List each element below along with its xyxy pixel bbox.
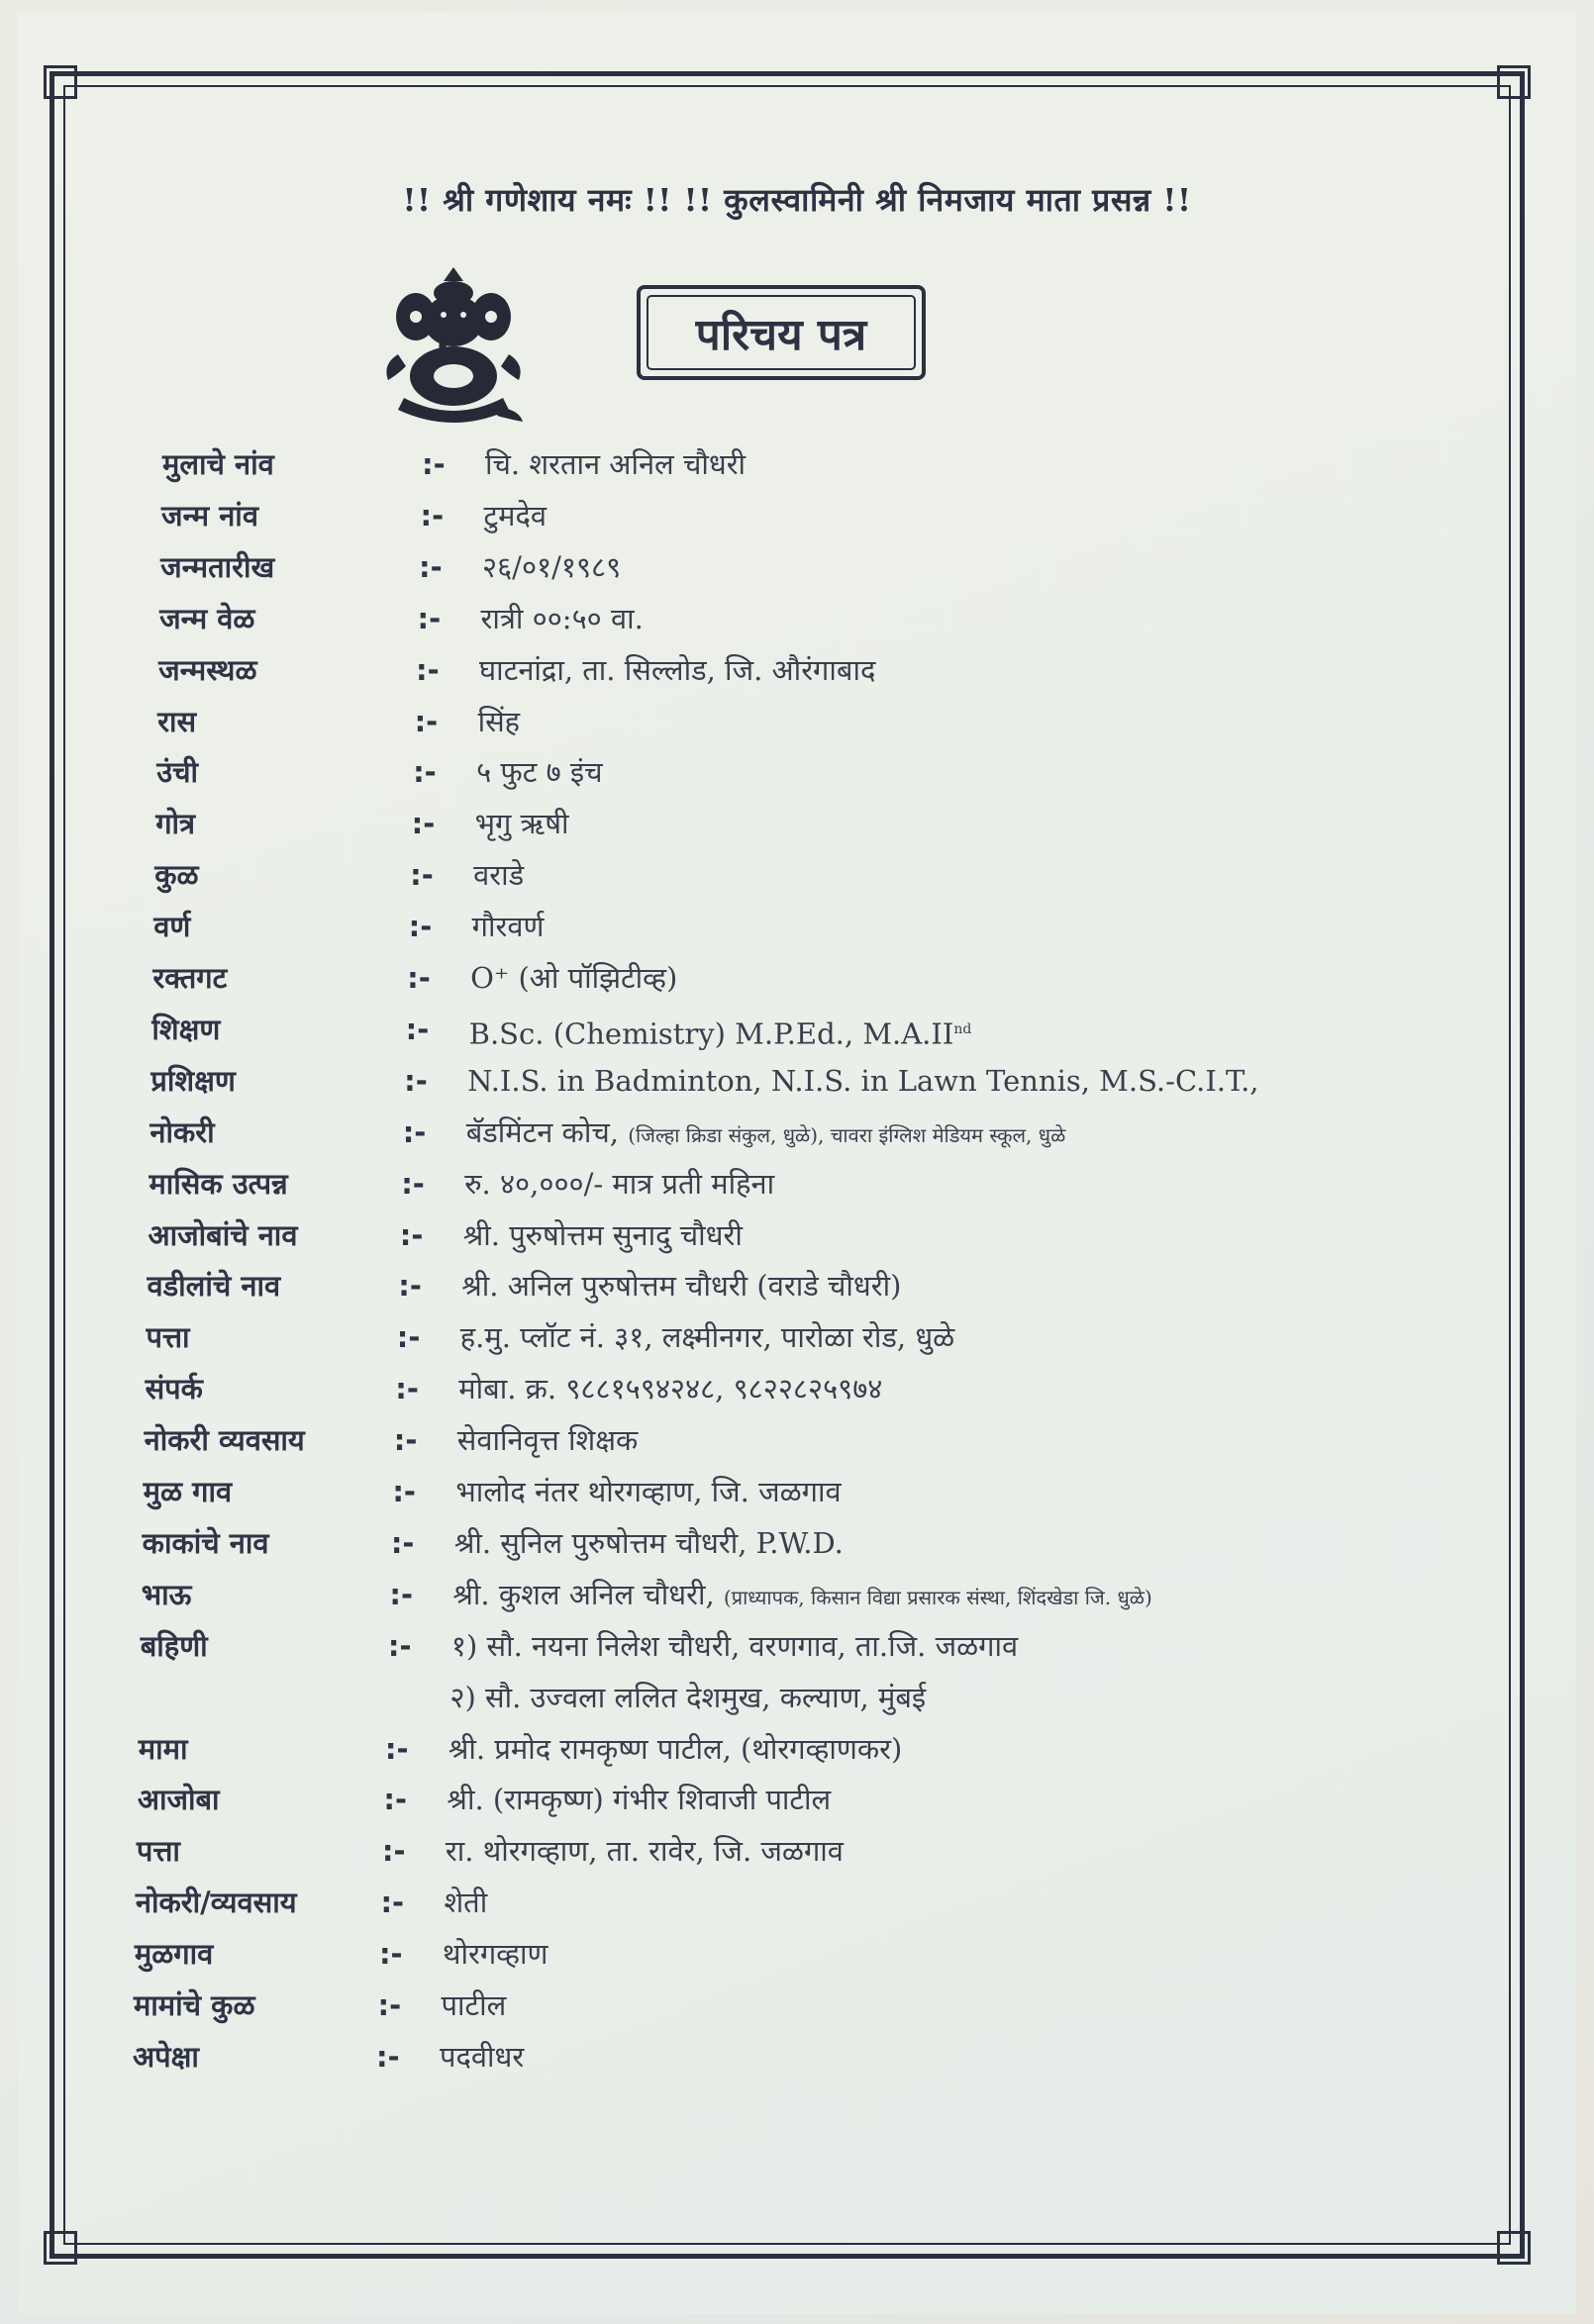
detail-label: मुळगाव	[134, 1937, 214, 1972]
detail-value-wrap	[472, 902, 545, 951]
detail-value-wrap	[475, 799, 569, 848]
detail-separator: :-	[422, 447, 446, 481]
detail-value-wrap	[470, 953, 677, 1003]
detail-separator: :-	[376, 2039, 400, 2074]
detail-value: रात्री ००:५० वा.	[480, 601, 644, 635]
detail-separator: :-	[378, 1937, 403, 1972]
ganesh-icon	[374, 259, 533, 428]
detail-row	[149, 1108, 1476, 1157]
detail-value-wrap	[444, 1878, 487, 1927]
detail-value: वराडे	[473, 858, 525, 893]
detail-row	[153, 902, 1480, 951]
detail-value-wrap	[463, 1210, 743, 1260]
detail-row	[146, 1364, 1472, 1413]
detail-value-wrap	[449, 1673, 926, 1722]
detail-label: वर्ण	[153, 910, 191, 944]
detail-value: B.Sc. (Chemistry) M.P.Ed., M.A.II	[468, 1017, 954, 1051]
detail-row	[149, 1159, 1475, 1209]
detail-value-wrap	[448, 1724, 902, 1774]
detail-separator: :-	[395, 1372, 419, 1406]
detail-row	[136, 1878, 1462, 1927]
detail-value-superscript: nd	[953, 1020, 972, 1037]
detail-value: ह.मु. प्लॉट नं. ३१, लक्ष्मीनगर, पारोळा रोड, धुळे	[459, 1320, 955, 1355]
detail-value: पदवीधर	[440, 2039, 525, 2074]
detail-value: घाटनांद्रा, ता. सिल्लोड, जि. औरंगाबाद	[479, 652, 876, 687]
detail-value-wrap	[455, 1467, 841, 1516]
detail-row	[157, 697, 1484, 746]
detail-value: १) सौ. नयना निलेश चौधरी, वरणगाव, ता.जि. जळगाव	[450, 1628, 1019, 1663]
detail-value-wrap	[460, 1312, 954, 1362]
detail-row	[156, 747, 1483, 797]
detail-label: बहिणी	[140, 1628, 208, 1663]
detail-label: मुलाचे नांव	[162, 447, 274, 481]
detail-separator: :-	[387, 1628, 412, 1663]
detail-value: सेवानिवृत्त शिक्षक	[456, 1423, 639, 1458]
detail-row	[140, 1673, 1466, 1722]
detail-value-wrap	[484, 491, 547, 540]
detail-row	[160, 542, 1487, 592]
detail-label: रक्तगट	[152, 961, 228, 995]
detail-value: श्री. पुरुषोत्तम सुनादु चौधरी	[462, 1217, 743, 1252]
detail-value-wrap	[485, 439, 746, 489]
detail-value: चि. शरतान अनिल चौधरी	[485, 447, 747, 481]
detail-value-wrap	[481, 594, 644, 643]
detail-value: रा. थोरगव्हाण, ता. रावेर, जि. जळगाव	[445, 1834, 844, 1869]
detail-value: टुमदेव	[483, 498, 547, 533]
detail-separator: :-	[416, 652, 440, 687]
detail-value: सिंह	[477, 704, 521, 738]
detail-value-wrap	[451, 1621, 1018, 1671]
detail-value-wrap	[467, 1056, 1258, 1106]
detail-row	[145, 1415, 1471, 1465]
detail-row	[152, 953, 1479, 1003]
detail-row	[134, 1981, 1460, 2030]
detail-row	[144, 1467, 1470, 1516]
detail-value-wrap	[440, 2032, 524, 2082]
detail-separator: :-	[413, 755, 437, 790]
detail-separator: :-	[392, 1475, 416, 1508]
detail-separator: :-	[408, 910, 433, 944]
detail-separator: :-	[380, 1886, 405, 1920]
detail-separator: :-	[402, 1114, 427, 1149]
detail-value: थोरगव्हाण	[442, 1937, 548, 1972]
detail-row	[141, 1621, 1467, 1671]
detail-label: जन्मतारीख	[160, 549, 275, 584]
detail-separator: :-	[398, 1269, 422, 1304]
detail-value: N.I.S. in Badminton, N.I.S. in Lawn Tennis, M.S.-C.I.T.,	[467, 1063, 1259, 1098]
detail-label: जन्मस्थळ	[158, 652, 257, 687]
detail-value: गौरवर्ण	[471, 910, 545, 944]
detail-value-wrap	[443, 1929, 548, 1979]
detail-label: उंची	[156, 755, 199, 790]
detail-row	[155, 799, 1482, 848]
detail-label: मुळ गाव	[143, 1475, 233, 1508]
detail-row	[139, 1724, 1465, 1774]
detail-separator: :-	[399, 1217, 424, 1252]
detail-row	[142, 1570, 1468, 1619]
detail-separator: :-	[396, 1320, 421, 1355]
detail-separator: :-	[383, 1783, 408, 1817]
detail-label: मासिक उत्पन्न	[149, 1166, 288, 1201]
detail-label: प्रशिक्षण	[150, 1063, 236, 1098]
detail-value-wrap	[454, 1518, 844, 1568]
detail-row	[138, 1775, 1464, 1824]
detail-label: जन्म नांव	[161, 498, 258, 533]
detail-row	[135, 1929, 1461, 1979]
detail-value: मोबा. क्र. ९८८१५९४२४८, ९८२२८२५९७४	[458, 1372, 883, 1406]
detail-separator: :-	[420, 498, 445, 533]
detail-value-wrap	[452, 1570, 1151, 1622]
detail-label: आजोबा	[137, 1783, 220, 1817]
detail-value: पाटील	[441, 1988, 507, 2022]
detail-separator: :-	[410, 858, 434, 893]
title-box	[637, 285, 926, 380]
detail-value-wrap	[461, 1261, 901, 1310]
detail-separator: :-	[390, 1525, 415, 1560]
detail-separator: :-	[404, 1063, 428, 1098]
detail-value: भालोद नंतर थोरगव्हाण, जि. जळगाव	[455, 1475, 842, 1508]
detail-value-note: (प्राध्यापक, किसान विद्या प्रसारक संस्था, शिंदखेडा जि. धुळे)	[723, 1585, 1152, 1609]
detail-row	[158, 645, 1485, 695]
detail-value: भृगु ऋषी	[474, 807, 569, 841]
detail-separator: :-	[381, 1834, 406, 1869]
detail-value-wrap	[476, 747, 602, 797]
detail-row	[137, 1826, 1463, 1876]
detail-value-wrap	[469, 1005, 972, 1059]
detail-separator: :-	[407, 961, 431, 995]
corner-ornament-top-right	[1497, 65, 1531, 99]
detail-value: श्री. (रामकृष्ण) गंभीर शिवाजी पाटील	[447, 1783, 832, 1817]
detail-value: ५ फुट ७ इंच	[476, 755, 603, 790]
detail-row	[154, 850, 1481, 900]
detail-value-wrap	[457, 1415, 639, 1465]
detail-separator: :-	[411, 807, 436, 841]
detail-value: श्री. प्रमोद रामकृष्ण पाटील, (थोरगव्हाणकर)	[448, 1731, 903, 1766]
detail-separator: :-	[405, 1012, 430, 1046]
detail-separator: :-	[384, 1731, 409, 1766]
detail-row	[162, 439, 1489, 489]
detail-label: काकांचे नाव	[142, 1525, 269, 1560]
detail-value: श्री. अनिल पुरुषोत्तम चौधरी (वराडे चौधरी)	[461, 1269, 902, 1304]
detail-separator: :-	[393, 1423, 418, 1458]
detail-label: नोकरी	[149, 1114, 215, 1149]
detail-label: वडीलांचे नाव	[147, 1269, 281, 1304]
detail-separator: :-	[414, 704, 439, 738]
detail-label: कुळ	[154, 858, 199, 893]
detail-label: मामांचे कुळ	[133, 1988, 255, 2022]
detail-value: श्री. सुनिल पुरुषोत्तम चौधरी, P.W.D.	[453, 1525, 844, 1560]
detail-label: शिक्षण	[151, 1012, 221, 1046]
detail-value: O⁺ (ओ पॉझिटीव्ह)	[470, 961, 678, 995]
detail-value: २६/०१/१९८९	[482, 549, 622, 584]
corner-ornament-bottom-left	[44, 2231, 77, 2265]
detail-value-wrap	[473, 850, 524, 900]
detail-separator: :-	[419, 549, 443, 584]
detail-value: २) सौ. उज्वला ललित देशमुख, कल्याण, मुंबई	[449, 1680, 927, 1714]
detail-label: पत्ता	[136, 1834, 180, 1869]
detail-row	[161, 491, 1488, 540]
detail-separator: :-	[401, 1166, 425, 1201]
detail-separator: :-	[377, 1988, 402, 2022]
detail-value-wrap	[479, 645, 875, 695]
detail-label: रास	[157, 704, 197, 738]
detail-row	[143, 1518, 1469, 1568]
detail-value-wrap	[464, 1159, 774, 1209]
detail-label: गोत्र	[155, 807, 196, 841]
detail-label: नोकरी/व्यवसाय	[135, 1886, 297, 1920]
detail-label: संपर्क	[145, 1372, 203, 1406]
detail-row	[148, 1261, 1474, 1310]
detail-value: श्री. कुशल अनिल चौधरी,	[452, 1577, 715, 1611]
detail-value-wrap	[446, 1826, 844, 1876]
detail-value-wrap	[478, 697, 521, 746]
detail-label: आजोबांचे नाव	[148, 1217, 298, 1252]
detail-value-wrap	[466, 1108, 1066, 1160]
detail-value: रु. ४०,०००/- मात्र प्रती महिना	[464, 1166, 775, 1201]
page-title: परिचय पत्र	[647, 295, 916, 370]
detail-row	[147, 1312, 1473, 1362]
detail-value-wrap	[447, 1775, 831, 1824]
detail-row	[159, 594, 1486, 643]
detail-value-wrap	[441, 1981, 506, 2030]
detail-row	[148, 1210, 1474, 1260]
detail-label: नोकरी व्यवसाय	[144, 1423, 305, 1458]
detail-label: अपेक्षा	[133, 2039, 199, 2074]
detail-row	[151, 1005, 1478, 1054]
detail-label: जन्म वेळ	[159, 601, 255, 635]
blessing-header: !! श्री गणेशाय नमः !! !! कुलस्वामिनी श्री निमजाय माता प्रसन्न !!	[402, 181, 1192, 219]
corner-ornament-bottom-right	[1497, 2231, 1531, 2265]
corner-ornament-top-left	[44, 65, 77, 99]
detail-row	[150, 1056, 1477, 1106]
detail-value: शेती	[444, 1886, 488, 1920]
detail-value-wrap	[458, 1364, 882, 1413]
detail-value: बॅडमिंटन कोच,	[465, 1114, 619, 1149]
detail-label: मामा	[138, 1731, 188, 1766]
detail-value-wrap	[482, 542, 621, 592]
detail-value-note: (जिल्हा क्रिडा संकुल, धुळे), चावरा इंग्लिश मेडियम स्कूल, धुळे	[628, 1122, 1066, 1147]
detail-row	[133, 2032, 1459, 2082]
detail-separator: :-	[389, 1577, 413, 1611]
detail-label: पत्ता	[146, 1320, 190, 1355]
detail-label: भाऊ	[141, 1577, 192, 1611]
detail-separator: :-	[417, 601, 442, 635]
